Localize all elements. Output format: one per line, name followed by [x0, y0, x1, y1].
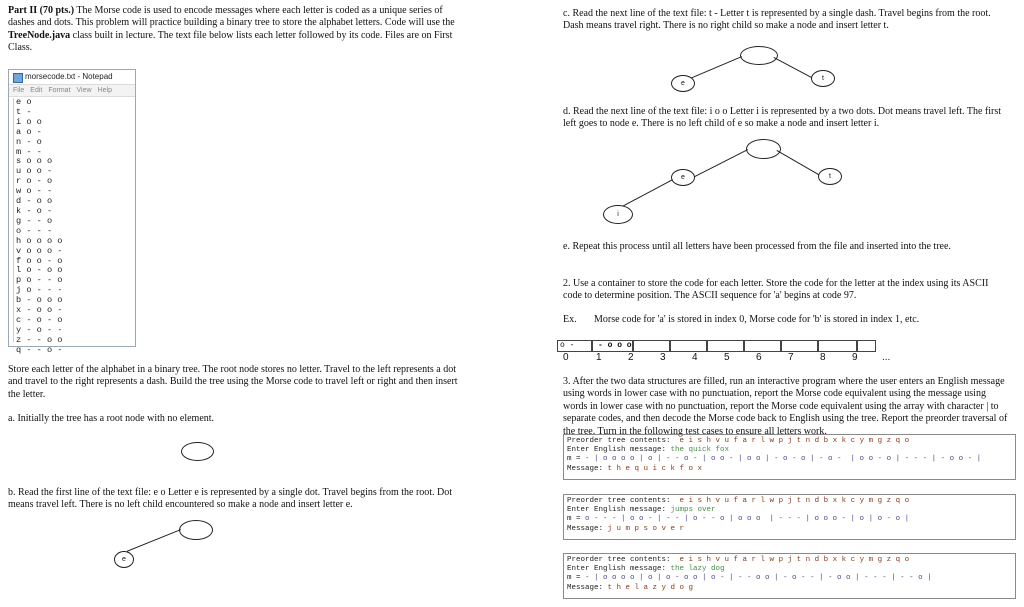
array-index: 0	[563, 352, 569, 363]
preorder-label: Preorder tree contents:	[567, 497, 671, 505]
notepad-titlebar	[9, 70, 135, 84]
notepad-line: i o o	[16, 116, 42, 127]
node-t: t	[811, 70, 835, 87]
step-2: 2. Use a container to store the code for each letter. Store the code for the letter at the index using its ASCII code to determine position. The ASCII sequence for 'a' begins at code 97.	[563, 278, 989, 302]
notepad-line: m - -	[16, 146, 42, 157]
morse-code: o - - - | o o - | - - | o - - o | o o o | - - - | o o o - | o | o - o |	[580, 515, 910, 524]
array-index: ...	[882, 352, 891, 363]
notepad-line: v o o o -	[16, 245, 63, 256]
message-label: Message:	[567, 583, 604, 592]
notepad-line: r o - o	[16, 176, 53, 187]
array-cell-0: o -	[557, 340, 593, 352]
array-index: 9	[852, 352, 858, 363]
intro-text: The Morse code is used to encode messages where each letter is coded as a unique series of dashes and dots. This problem will practice building a binary tree to store the alphabet letters. Code will use the	[8, 5, 455, 29]
enter-label: Enter English message:	[567, 506, 667, 515]
menu-file[interactable]: File	[13, 87, 25, 94]
message-label: Message:	[567, 464, 604, 473]
menu-help[interactable]: Help	[97, 87, 112, 94]
notepad-icon	[13, 73, 23, 83]
intro-text-2: class built in lecture. The text file below lists each letter followed by its code. Files are on First Class.	[8, 29, 453, 54]
notepad-line: h o o o o	[16, 235, 63, 246]
morse-code: - | o o o o | o | o - o o | o - | - - o o | - o - - | - o o | - - - | - - o |	[580, 574, 932, 583]
test-output-1	[563, 434, 1016, 480]
array-cell-2	[633, 340, 670, 352]
notepad-line: p o - - o	[16, 275, 63, 286]
node-e: e	[671, 75, 695, 92]
array-index: 2	[628, 352, 634, 363]
node-e: e	[671, 169, 695, 186]
class-name: TreeNode.java	[8, 29, 71, 41]
english-input: the lazy dog	[670, 565, 725, 574]
notepad-title: morsecode.txt - Notepad	[25, 72, 113, 81]
root-node	[746, 139, 781, 159]
notepad-line: t -	[16, 106, 32, 117]
morse-code: - | o o o o | o | - - o - | o o - | o o | - o - o | - o - | o o - o | - - - | - o o - |	[580, 455, 982, 464]
enter-label: Enter English message:	[567, 446, 667, 455]
code-label: m =	[567, 455, 581, 464]
array-cell-8	[857, 340, 876, 352]
notepad-line: n - o	[16, 136, 42, 147]
array-cell-4	[707, 340, 744, 352]
notepad-line: g - - o	[16, 215, 53, 226]
notepad-line: l o - o o	[16, 265, 63, 276]
preorder-label: Preorder tree contents:	[567, 556, 671, 564]
root-node	[181, 442, 214, 461]
root-node	[740, 46, 778, 65]
notepad-line: u o o -	[16, 166, 53, 177]
array-index: 4	[692, 352, 698, 363]
test-output-3	[563, 553, 1016, 599]
step-e: e. Repeat this process until all letters have been processed from the file and inserted into the tree.	[563, 241, 951, 252]
array-index: 8	[820, 352, 826, 363]
array-cell-5	[744, 340, 781, 352]
edge-root-to-e	[692, 149, 748, 178]
part-two-intro	[8, 5, 460, 55]
notepad-line: a o -	[16, 126, 42, 137]
store-instructions: Store each letter of the alphabet in a binary tree. The root node stores no letter. Travel to the left represents a dot and travel to the right represents a dash. Build the tree using the Morse code to travel left or right and then insert the letter.	[8, 364, 458, 400]
notepad-line: x - o o -	[16, 305, 63, 316]
node-t: t	[818, 168, 842, 185]
step-c: c. Read the next line of the text file: t - Letter t is represented by a single dash. Travel begins from the root. Dash means travel right. There is no right child so make a node and insert letter t.	[563, 8, 991, 32]
notepad-line: j o - - -	[16, 285, 63, 296]
notepad-line: k - o -	[16, 205, 53, 216]
menu-format[interactable]: Format	[48, 87, 71, 94]
message-label: Message:	[567, 524, 604, 533]
array-cell-1: - o o o	[591, 340, 633, 352]
array-index: 7	[788, 352, 794, 363]
notepad-text-area[interactable]	[13, 97, 136, 355]
english-input: the quick fox	[670, 446, 730, 455]
array-index: 3	[660, 352, 666, 363]
step-d: d. Read the next line of the text file: i o o Letter i is represented by a two dots. Dot means travel left. The first left goes to node e. There is no left child of e so make a node and insert letter i.	[563, 106, 1002, 130]
notepad-line: y - o - -	[16, 324, 63, 335]
notepad-line: b - o o o	[16, 295, 63, 306]
notepad-line: e o	[16, 97, 32, 107]
step-a: a. Initially the tree has a root node with no element.	[8, 413, 215, 424]
notepad-line: o - - -	[16, 225, 53, 236]
decoded-message: j u m p s o v e r	[603, 524, 685, 533]
menu-view[interactable]: View	[76, 87, 92, 94]
example-label: Ex.	[563, 314, 577, 325]
notepad-line: q - - o -	[16, 344, 63, 355]
notepad-line: f o o - o	[16, 255, 63, 266]
notepad-line: d - o o	[16, 196, 53, 207]
decoded-message: t h e q u i c k f o x	[603, 464, 703, 473]
code-label: m =	[567, 574, 581, 583]
edge-root-to-e	[127, 529, 181, 552]
edge-e-to-i	[621, 179, 673, 207]
root-node	[179, 520, 213, 540]
notepad-menubar	[9, 84, 135, 97]
edge-root-to-t	[777, 150, 822, 176]
test-output-2	[563, 494, 1016, 540]
example-text: Morse code for 'a' is stored in index 0, Morse code for 'b' is stored in index 1, etc.	[594, 314, 920, 325]
notepad-window	[8, 69, 136, 355]
code-label: m =	[567, 515, 581, 524]
array-cell-7	[818, 340, 857, 352]
array-cell-6	[781, 340, 818, 352]
part-heading: Part II (70 pts.)	[8, 5, 75, 16]
notepad-line: z - - o o	[16, 334, 63, 345]
decoded-message: t h e l a z y d o g	[603, 583, 694, 592]
notepad-line: c - o - o	[16, 314, 63, 325]
notepad-line: w o - -	[16, 186, 53, 197]
node-e: e	[114, 551, 134, 568]
array-index: 5	[724, 352, 730, 363]
node-i: i	[603, 205, 633, 224]
enter-label: Enter English message:	[567, 565, 667, 574]
step-3: 3. After the two data structures are filled, run an interactive program where the user enters an English message using words in lower case with no punctuation, report the Morse code equivalent using the message using words in lower case with no punctuation, report the Morse code equivalent using the array with character | to separate codes, and then decode the Morse code back to English using the tree. Report the preorder traversal of the tree. Turn in the following test cases to ensure all letters work.	[563, 376, 1008, 437]
array-cell-3	[670, 340, 707, 352]
notepad-line: s o o o	[16, 156, 53, 167]
preorder-contents: e i s h v u f a r l w p j t n d b x k c y m g z q o	[679, 556, 910, 564]
preorder-contents: e i s h v u f a r l w p j t n d b x k c y m g z q o	[679, 497, 910, 505]
english-input: jumps over	[670, 506, 716, 515]
step-b: b. Read the first line of the text file: e o Letter e is represented by a single dot. Travel begins from the root. Dot means travel left. There is no left child encountered so make a node and insert letter e.	[8, 487, 453, 511]
preorder-label: Preorder tree contents:	[567, 437, 671, 445]
menu-edit[interactable]: Edit	[30, 87, 43, 94]
preorder-contents: e i s h v u f a r l w p j t n d b x k c y m g z q o	[679, 437, 910, 445]
array-index: 6	[756, 352, 762, 363]
array-index: 1	[596, 352, 602, 363]
